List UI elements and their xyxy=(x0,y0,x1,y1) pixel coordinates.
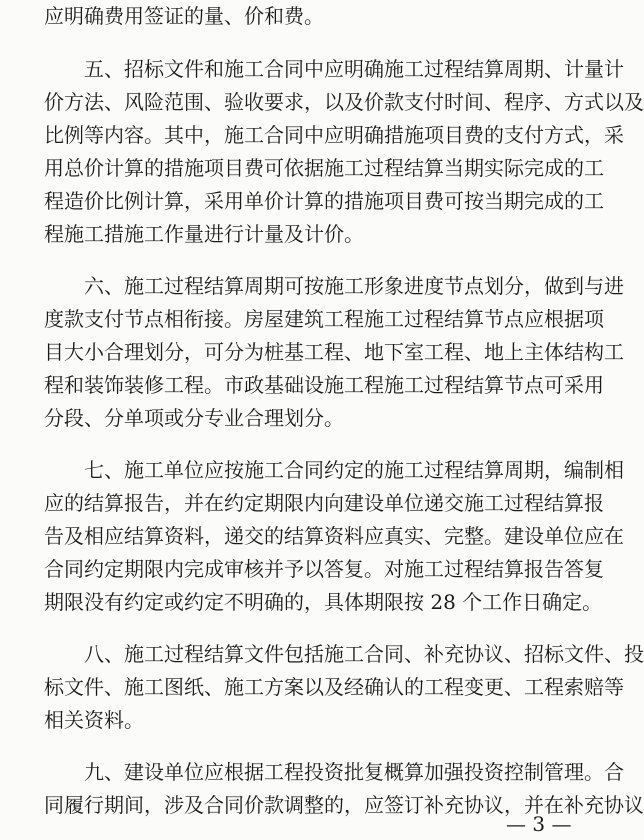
text-line: 程和装饰装修工程。市政基础设施工程施工过程结算节点可采用 xyxy=(44,373,604,397)
text-line: 用总价计算的措施项目费可依据施工过程结算当期实际完成的工 xyxy=(44,156,604,180)
text-line: 应明确费用签证的量、价和费。 xyxy=(44,4,324,28)
text-line: 标文件、施工图纸、施工方案以及经确认的工程变更、工程索赔等 xyxy=(44,675,624,699)
text-line: 七、施工单位应按施工合同约定的施工过程结算周期，编制相 xyxy=(84,458,624,482)
text-line: 合同约定期限内完成审核并予以答复。对施工过程结算报告答复 xyxy=(44,557,604,581)
text-line: 告及相应结算资料，递交的结算资料应真实、完整。建设单位应在 xyxy=(44,524,624,548)
text-line: 五、招标文件和施工合同中应明确施工过程结算周期、计量计 xyxy=(84,57,624,81)
text-line: 比例等内容。其中，施工合同中应明确措施项目费的支付方式，采 xyxy=(44,123,624,147)
text-line: 九、建设单位应根据工程投资批复概算加强投资控制管理。合 xyxy=(84,760,624,784)
text-line: 六、施工过程结算周期可按施工形象进度节点划分，做到与进 xyxy=(84,274,624,298)
text-line: 相关资料。 xyxy=(44,708,144,732)
text-line: 分段、分单项或分专业合理划分。 xyxy=(44,406,344,430)
page-number: — 3 — xyxy=(506,812,572,836)
text-line: 度款支付节点相衔接。房屋建筑工程施工过程结算节点应根据项 xyxy=(44,307,604,331)
text-line: 目大小合理划分，可分为桩基工程、地下室工程、地上主体结构工 xyxy=(44,340,624,364)
text-line: 应的结算报告，并在约定期限内向建设单位递交施工过程结算报 xyxy=(44,491,604,515)
text-line: 价方法、风险范围、验收要求，以及价款支付时间、程序、方式以及 xyxy=(44,90,644,114)
text-line: 期限没有约定或约定不明确的，具体期限按 28 个工作日确定。 xyxy=(44,590,603,614)
text-line: 同履行期间，涉及合同价款调整的，应签订补充协议，并在补充协议 xyxy=(44,793,644,817)
text-line: 八、施工过程结算文件包括施工合同、补充协议、招标文件、投 xyxy=(84,642,644,666)
text-line: 程施工措施工作量进行计量及计价。 xyxy=(44,222,364,246)
text-line: 程造价比例计算，采用单价计算的措施项目费可按当期完成的工 xyxy=(44,189,604,213)
